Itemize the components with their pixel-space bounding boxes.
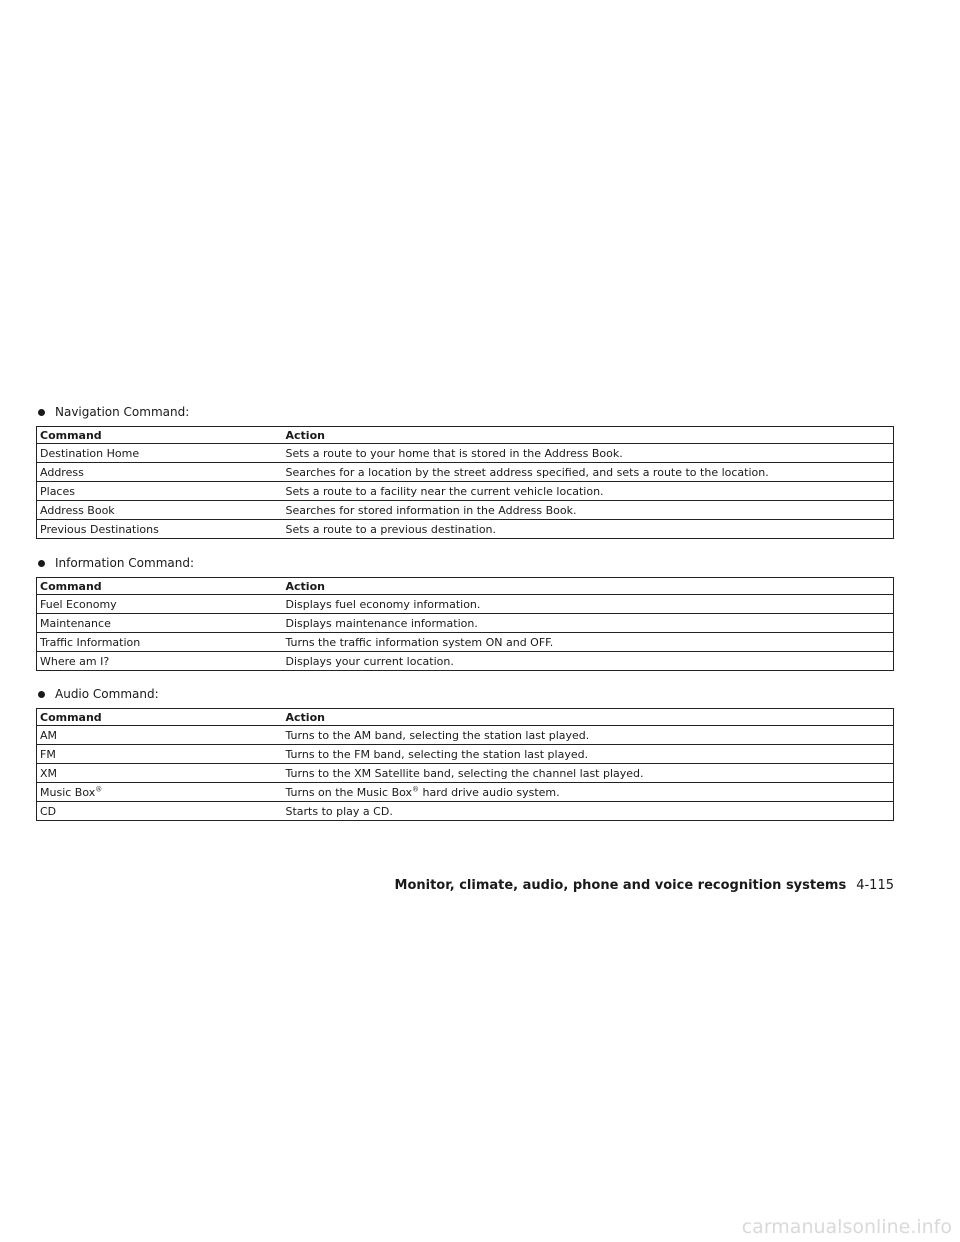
command-cell: Previous Destinations (37, 520, 274, 539)
audio-command-section (36, 686, 894, 821)
section-heading-text: Audio Command: (55, 687, 159, 701)
command-cell: Maintenance (37, 614, 274, 633)
table-header-row (37, 427, 894, 444)
table-row (37, 802, 894, 821)
action-cell: Displays fuel economy information. (274, 595, 894, 614)
command-cell: Address Book (37, 501, 274, 520)
action-cell: Displays your current location. (274, 652, 894, 671)
table-row (37, 745, 894, 764)
navigation-command-section (36, 404, 894, 539)
section-heading (36, 555, 894, 571)
watermark: carmanualsonline.info (741, 1216, 952, 1238)
chapter-title: Monitor, climate, audio, phone and voice recognition systems (394, 878, 847, 893)
command-cell: CD (37, 802, 274, 821)
action-cell: Displays maintenance information. (274, 614, 894, 633)
table-row (37, 444, 894, 463)
action-cell: Searches for a location by the street address specified, and sets a route to the location. (274, 463, 894, 482)
table-row (37, 633, 894, 652)
command-cell: Places (37, 482, 274, 501)
section-heading (36, 686, 894, 702)
command-cell: Traffic Information (37, 633, 274, 652)
action-text: Turns on the Music Box (285, 785, 413, 799)
table-row (37, 463, 894, 482)
section-heading-text: Information Command: (55, 556, 194, 570)
command-cell: FM (37, 745, 274, 764)
table-row (37, 783, 894, 802)
bullet-icon (38, 691, 45, 698)
information-command-section (36, 555, 894, 671)
section-heading-text: Navigation Command: (55, 405, 190, 419)
page-number: 4-115 (856, 878, 894, 893)
action-text-tail: hard drive audio system. (419, 785, 560, 799)
page-footer (0, 878, 894, 893)
action-cell: Sets a route to your home that is stored in the Address Book. (274, 444, 894, 463)
header-command: Command (37, 578, 274, 595)
bullet-icon (38, 409, 45, 416)
table-row (37, 501, 894, 520)
action-cell: Searches for stored information in the Address Book. (274, 501, 894, 520)
command-cell: Address (37, 463, 274, 482)
action-cell (274, 783, 894, 802)
action-cell: Sets a route to a previous destination. (274, 520, 894, 539)
command-cell (37, 783, 274, 802)
navigation-command-table (36, 426, 894, 539)
table-header-row (37, 709, 894, 726)
audio-command-table (36, 708, 894, 821)
table-row (37, 726, 894, 745)
action-cell: Turns to the AM band, selecting the station last played. (274, 726, 894, 745)
registered-mark: ® (412, 784, 420, 793)
action-cell: Turns to the XM Satellite band, selecting the channel last played. (274, 764, 894, 783)
header-action: Action (274, 709, 894, 726)
action-cell: Turns to the FM band, selecting the station last played. (274, 745, 894, 764)
command-cell: Destination Home (37, 444, 274, 463)
information-command-table (36, 577, 894, 671)
table-row (37, 520, 894, 539)
table-header-row (37, 578, 894, 595)
table-row (37, 595, 894, 614)
section-heading (36, 404, 894, 420)
command-text: Music Box (40, 785, 96, 799)
command-cell: XM (37, 764, 274, 783)
command-cell: Where am I? (37, 652, 274, 671)
table-row (37, 764, 894, 783)
action-cell: Sets a route to a facility near the current vehicle location. (274, 482, 894, 501)
header-action: Action (274, 427, 894, 444)
registered-mark: ® (95, 784, 103, 793)
command-cell: AM (37, 726, 274, 745)
action-cell: Starts to play a CD. (274, 802, 894, 821)
action-cell: Turns the traffic information system ON and OFF. (274, 633, 894, 652)
table-row (37, 482, 894, 501)
table-row (37, 614, 894, 633)
command-cell: Fuel Economy (37, 595, 274, 614)
header-command: Command (37, 709, 274, 726)
bullet-icon (38, 560, 45, 567)
header-action: Action (274, 578, 894, 595)
table-row (37, 652, 894, 671)
header-command: Command (37, 427, 274, 444)
